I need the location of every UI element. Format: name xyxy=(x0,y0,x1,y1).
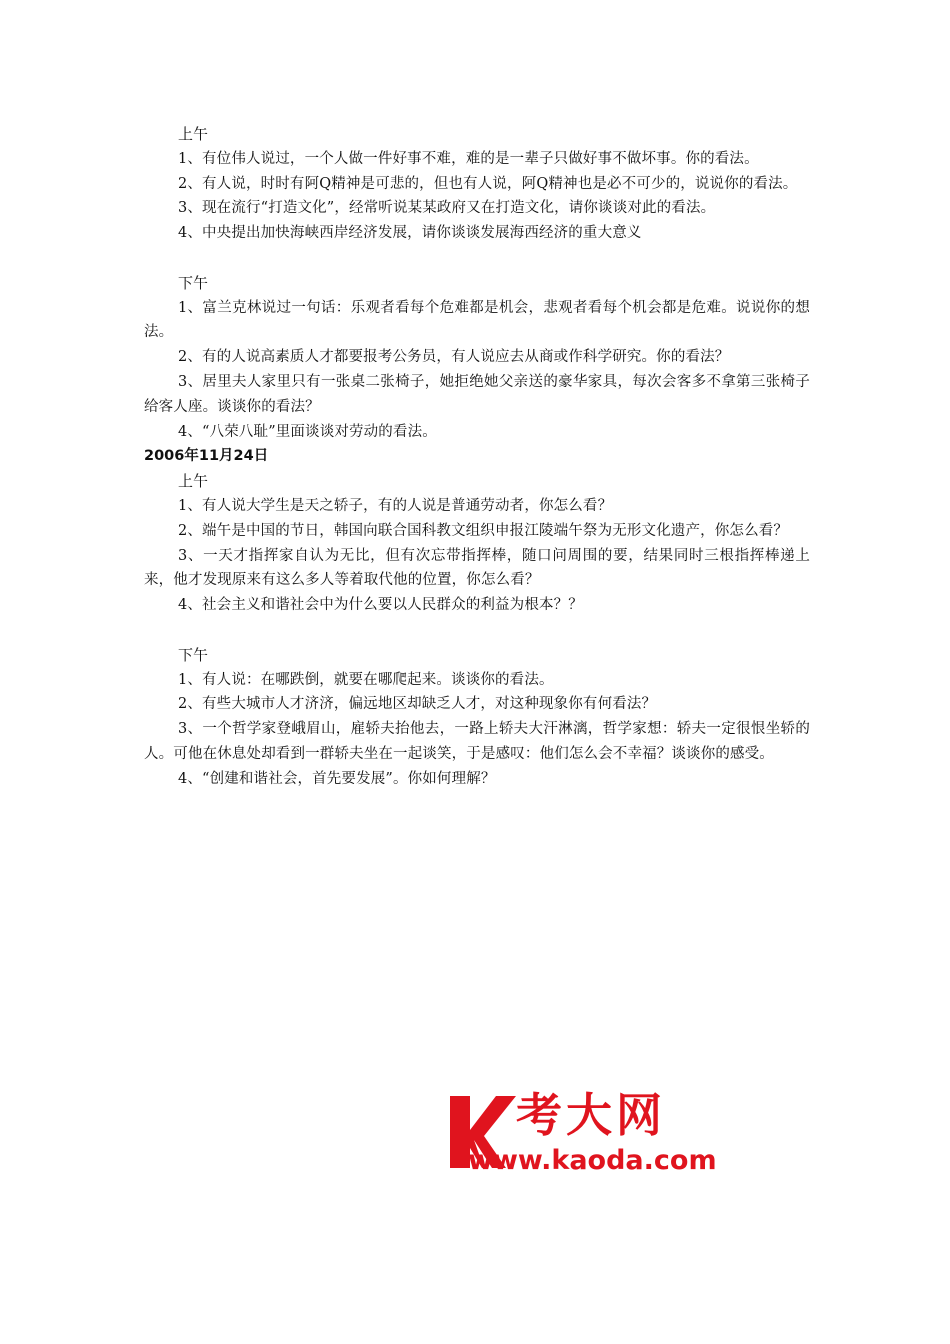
section-morning-1 xyxy=(144,122,810,246)
question-item: 1、富兰克林说过一句话：乐观者看每个危难都是机会，悲观者看每个机会都是危难。说说你的想法。 xyxy=(144,299,810,341)
question-item: 4、中央提出加快海峡西岸经济发展，请你谈谈发展海西经济的重大意义 xyxy=(178,225,642,242)
question-item: 4、社会主义和谐社会中为什么要以人民群众的利益为根本？？ xyxy=(178,597,583,614)
question-item: 4、“八荣八耻”里面谈谈对劳动的看法。 xyxy=(178,423,437,440)
document-body xyxy=(144,122,810,792)
section-heading: 下午 xyxy=(178,273,209,292)
kaoda-logo xyxy=(446,1088,766,1180)
question-item: 3、居里夫人家里只有一张桌二张椅子，她拒绝她父亲送的豪华家具，每次会客多不拿第三张椅子给客人座。谈谈你的看法？ xyxy=(144,373,810,415)
logo-name: 考大网 xyxy=(516,1088,666,1142)
section-afternoon-2 xyxy=(144,643,810,792)
question-item: 2、有些大城市人才济济，偏远地区却缺乏人才，对这种现象你有何看法？ xyxy=(178,696,657,713)
date-heading: 2006年11月24日 xyxy=(144,448,269,465)
section-heading: 下午 xyxy=(178,645,209,664)
question-item: 1、有人说：在哪跌倒，就要在哪爬起来。谈谈你的看法。 xyxy=(178,671,554,688)
section-heading: 上午 xyxy=(178,125,209,143)
blank-line xyxy=(144,246,810,271)
question-item: 1、有人说大学生是天之轿子，有的人说是普通劳动者，你怎么看？ xyxy=(178,497,613,514)
question-item: 1、有位伟人说过，一个人做一件好事不难，难的是一辈子只做好事不做坏事。你的看法。 xyxy=(178,150,759,167)
question-item: 3、一天才指挥家自认为无比，但有次忘带指挥棒，随口问周围的要，结果同时三根指挥棒递上来，他才发现原来有这么多人等着取代他的位置，你怎么看？ xyxy=(144,547,810,589)
question-item: 2、有的人说高素质人才都要报考公务员，有人说应去从商或作科学研究。你的看法？ xyxy=(178,349,730,366)
question-item: 3、一个哲学家登峨眉山，雇轿夫抬他去，一路上轿夫大汗淋漓，哲学家想：轿夫一定很恨坐轿的人。可他在休息处却看到一群轿夫坐在一起谈笑，于是感叹：他们怎么会不幸福？谈谈你的感受。 xyxy=(144,721,810,762)
question-item: 2、有人说，时时有阿Q精神是可悲的，但也有人说，阿Q精神也是必不可少的，说说你的看法。 xyxy=(178,175,798,192)
logo-url: www.kaoda.com xyxy=(468,1145,717,1176)
blank-line xyxy=(144,618,810,643)
question-item: 3、现在流行“打造文化”，经常听说某某政府又在打造文化，请你谈谈对此的看法。 xyxy=(178,200,716,217)
section-morning-2 xyxy=(144,444,810,618)
section-afternoon-1 xyxy=(144,271,810,445)
question-item: 4、“创建和谐社会，首先要发展”。你如何理解？ xyxy=(178,770,496,787)
section-heading: 上午 xyxy=(178,472,209,491)
question-item: 2、端午是中国的节日，韩国向联合国科教文组织申报江陵端午祭为无形文化遗产，你怎么看？ xyxy=(178,522,789,539)
